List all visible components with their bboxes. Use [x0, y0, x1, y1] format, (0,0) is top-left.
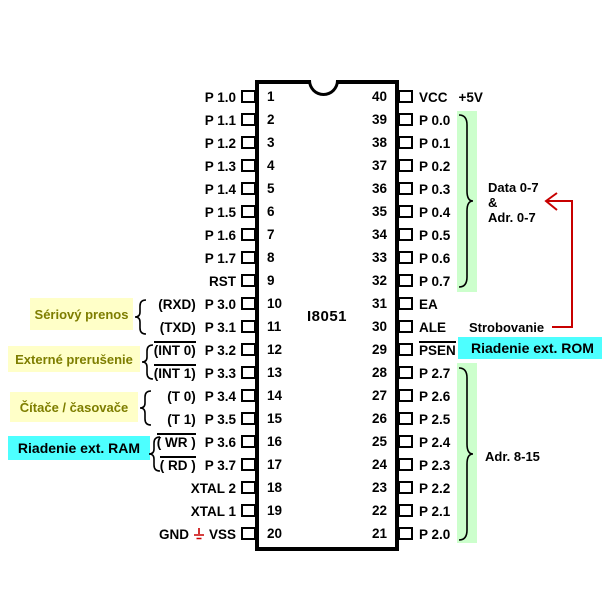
pin-row-right: [419, 132, 450, 154]
pin-label: P 2.2: [419, 480, 451, 496]
pin-square: [241, 274, 256, 287]
pin-row-right: [419, 408, 450, 430]
pin-square: [398, 90, 413, 103]
pin-square: [241, 435, 256, 448]
pin-square: [241, 504, 256, 517]
pin-row-right: [419, 362, 450, 384]
pin-square: [241, 113, 256, 126]
pin-label: P 2.5: [419, 411, 451, 427]
pin-number: 38: [371, 135, 387, 150]
pin-number: 12: [267, 342, 283, 357]
pin-number: 15: [267, 411, 283, 426]
pin-row-left: [205, 132, 236, 154]
pin-prefix: (INT 0): [153, 343, 196, 359]
annotation-label: Čítače / časovače: [19, 399, 129, 415]
pin-number: 3: [267, 135, 275, 150]
annotation-strobovanie: Strobovanie: [469, 320, 545, 335]
pin-row-left: [191, 477, 236, 499]
pin-number: 22: [371, 503, 387, 518]
pin-number: 40: [371, 89, 387, 104]
ground-symbol-icon: [193, 527, 205, 541]
pin-row-left: [205, 86, 236, 108]
pin-label: VSS: [208, 526, 236, 542]
pin-prefix: (T 1): [167, 411, 196, 427]
pin-prefix: (RXD): [158, 296, 196, 312]
pin-label: P 0.1: [419, 135, 451, 151]
pin-square: [241, 228, 256, 241]
pin-row-left: [154, 339, 236, 361]
pin-number: 28: [371, 365, 387, 380]
brace-serial-icon: [134, 299, 147, 335]
pin-square: [241, 389, 256, 402]
pin-square: [398, 113, 413, 126]
pin-label: P 1.6: [204, 227, 236, 243]
pin-number: 37: [371, 158, 387, 173]
pin-row-left: [205, 178, 236, 200]
pin-prefix: GND: [158, 526, 189, 542]
pin-row-left: [205, 224, 236, 246]
pin-number: 36: [371, 181, 387, 196]
pin-label: P 1.1: [204, 112, 236, 128]
pin-square: [398, 320, 413, 333]
pin-label: VCC: [419, 89, 448, 105]
pin-row-right: [419, 500, 450, 522]
pin-number: 9: [267, 273, 275, 288]
annotation-label: Externé prerušenie: [15, 351, 133, 367]
pin-number: 2: [267, 112, 275, 127]
pin-square: [398, 458, 413, 471]
pin-label: P 3.6: [204, 434, 236, 450]
annotation-adr-8-15: Adr. 8-15: [485, 449, 540, 464]
pin-label: P 3.2: [204, 342, 236, 358]
pin-square: [241, 205, 256, 218]
annotation-label: Sériový prenos: [34, 306, 129, 322]
pin-label: P 1.3: [204, 158, 236, 174]
pin-number: 35: [371, 204, 387, 219]
pin-prefix: ( WR ): [156, 435, 196, 451]
pin-label: P 1.2: [204, 135, 236, 151]
pin-square: [398, 435, 413, 448]
pin-number: 31: [371, 296, 387, 311]
pin-row-right: [419, 454, 450, 476]
pin-square: [398, 251, 413, 264]
pin-prefix: (TXD): [159, 319, 196, 335]
pin-label: P 3.1: [204, 319, 236, 335]
annotation-line: Adr. 0-7: [488, 210, 536, 225]
pin-label: P 2.0: [419, 526, 451, 542]
pin-prefix: ( RD ): [159, 458, 196, 474]
pin-number: 19: [267, 503, 283, 518]
pin-label: P 1.7: [204, 250, 236, 266]
pin-row-right: [419, 201, 450, 223]
pin-number: 27: [371, 388, 387, 403]
pin-square: [398, 159, 413, 172]
pin-label: P 2.1: [419, 503, 451, 519]
pin-row-left: [209, 270, 236, 292]
annotation-data-adr: [488, 180, 539, 225]
pin-square: [398, 389, 413, 402]
pin-label: P 1.4: [204, 181, 236, 197]
pin-number: 13: [267, 365, 283, 380]
pin-label: P 1.5: [204, 204, 236, 220]
pin-label: P 0.5: [419, 227, 451, 243]
pin-square: [241, 136, 256, 149]
pin-row-right: [419, 155, 450, 177]
pin-number: 16: [267, 434, 283, 449]
pin-square: [241, 90, 256, 103]
pin-row-right: [419, 247, 450, 269]
pin-square: [241, 458, 256, 471]
pin-square: [398, 182, 413, 195]
pin-square: [398, 343, 413, 356]
brace-port2-icon: [458, 367, 475, 541]
pin-square: [241, 343, 256, 356]
pin-row-left: [158, 293, 236, 315]
pin-row-right: [419, 316, 446, 338]
pin-prefix: (T 0): [167, 388, 196, 404]
pin-number: 24: [371, 457, 387, 472]
pin-label: P 2.4: [419, 434, 451, 450]
pin-square: [398, 481, 413, 494]
pin-number: 8: [267, 250, 275, 265]
annotation-citace-casovace: [10, 392, 138, 422]
pin-label: P 3.7: [204, 457, 236, 473]
pin-row-right: [419, 339, 456, 361]
pin-row-left: [205, 109, 236, 131]
pin-label: PSEN: [419, 343, 456, 359]
pin-label: EA: [419, 296, 438, 312]
annotation-line: &: [488, 195, 498, 210]
brace-port0-icon: [458, 114, 475, 288]
pin-number: 17: [267, 457, 283, 472]
brace-ram-icon: [148, 436, 161, 472]
pin-square: [241, 320, 256, 333]
pin-row-right: [419, 270, 450, 292]
pin-number: 34: [371, 227, 387, 242]
pin-row-left: [205, 247, 236, 269]
pin-label: P 2.6: [419, 388, 451, 404]
brace-timers-icon: [139, 390, 152, 426]
pin-number: 39: [371, 112, 387, 127]
pin-square: [398, 504, 413, 517]
pin-square: [398, 366, 413, 379]
pin-row-left: [167, 385, 236, 407]
pin-label: XTAL 2: [190, 480, 236, 496]
annotation-label: Riadenie ext. ROM: [471, 340, 594, 356]
pin-label: RST: [209, 273, 236, 289]
pin-square: [241, 182, 256, 195]
annotation-externe-prerusenie: [8, 346, 140, 372]
pin-number: 5: [267, 181, 275, 196]
pin-row-right: [419, 178, 450, 200]
pin-label: P 0.4: [419, 204, 451, 220]
pin-number: 30: [371, 319, 387, 334]
pin-number: 1: [267, 89, 275, 104]
pin-number: 18: [267, 480, 283, 495]
pin-row-right: [419, 109, 450, 131]
pin-square: [241, 366, 256, 379]
pin-label: P 2.7: [419, 365, 451, 381]
pin-label: P 1.0: [204, 89, 236, 105]
pin-square: [398, 205, 413, 218]
pin-label: P 3.3: [204, 365, 236, 381]
pin-number: 6: [267, 204, 275, 219]
pin-row-left: [160, 454, 236, 476]
pin-square: [241, 481, 256, 494]
pin-label: P 3.5: [204, 411, 236, 427]
pin-row-right: [419, 477, 450, 499]
pin-square: [241, 297, 256, 310]
pin-number: 26: [371, 411, 387, 426]
pin-square: [398, 412, 413, 425]
pin-row-right: [419, 523, 450, 545]
pin-row-right: [419, 385, 450, 407]
pin-row-right: [419, 224, 450, 246]
pin-square: [241, 412, 256, 425]
pin-row-left: [205, 201, 236, 223]
pin-square: [398, 228, 413, 241]
pin-number: 21: [371, 526, 387, 541]
pin-square: [241, 159, 256, 172]
pin-number: 29: [371, 342, 387, 357]
pin-row-left: [157, 431, 236, 453]
pin-number: 23: [371, 480, 387, 495]
annotation-line: Data 0-7: [488, 180, 539, 195]
annotation-seriovy-prenos: [30, 298, 133, 330]
pin-row-left: [159, 523, 236, 545]
pin-suffix: +5V: [458, 89, 483, 105]
pin-number: 32: [371, 273, 387, 288]
chip-title: I8051: [306, 308, 348, 325]
pin-prefix: (INT 1): [153, 366, 196, 382]
pin-row-right: [419, 431, 450, 453]
pin-number: 33: [371, 250, 387, 265]
pin-square: [241, 527, 256, 540]
annotation-label: Riadenie ext. RAM: [17, 440, 141, 456]
annotation-riadenie-rom: [458, 337, 602, 359]
pin-label: P 0.0: [419, 112, 451, 128]
pin-label: P 0.7: [419, 273, 451, 289]
pin-row-left: [167, 408, 236, 430]
pin-label: XTAL 1: [190, 503, 236, 519]
pin-label: ALE: [419, 319, 446, 335]
pin-number: 25: [371, 434, 387, 449]
pin-number: 20: [267, 526, 283, 541]
pin-label: P 2.3: [419, 457, 451, 473]
pin-square: [398, 297, 413, 310]
pin-square: [398, 527, 413, 540]
pin-number: 4: [267, 158, 275, 173]
pin-label: P 0.2: [419, 158, 451, 174]
pin-row-left: [154, 362, 236, 384]
pin-square: [398, 274, 413, 287]
pin-row-left: [205, 155, 236, 177]
pin-row-right: [419, 86, 483, 108]
pin-square: [398, 136, 413, 149]
pin-label: P 3.4: [204, 388, 236, 404]
brace-interrupt-icon: [141, 344, 154, 380]
pin-row-left: [160, 316, 236, 338]
pin-row-left: [191, 500, 236, 522]
pin-label: P 0.6: [419, 250, 451, 266]
pin-number: 14: [267, 388, 283, 403]
pin-label: P 3.0: [204, 296, 236, 312]
pin-number: 11: [267, 319, 282, 334]
pin-square: [241, 251, 256, 264]
pin-number: 7: [267, 227, 275, 242]
pin-row-right: [419, 293, 438, 315]
pin-number: 10: [267, 296, 283, 311]
pin-label: P 0.3: [419, 181, 451, 197]
annotation-riadenie-ram: [8, 436, 150, 460]
